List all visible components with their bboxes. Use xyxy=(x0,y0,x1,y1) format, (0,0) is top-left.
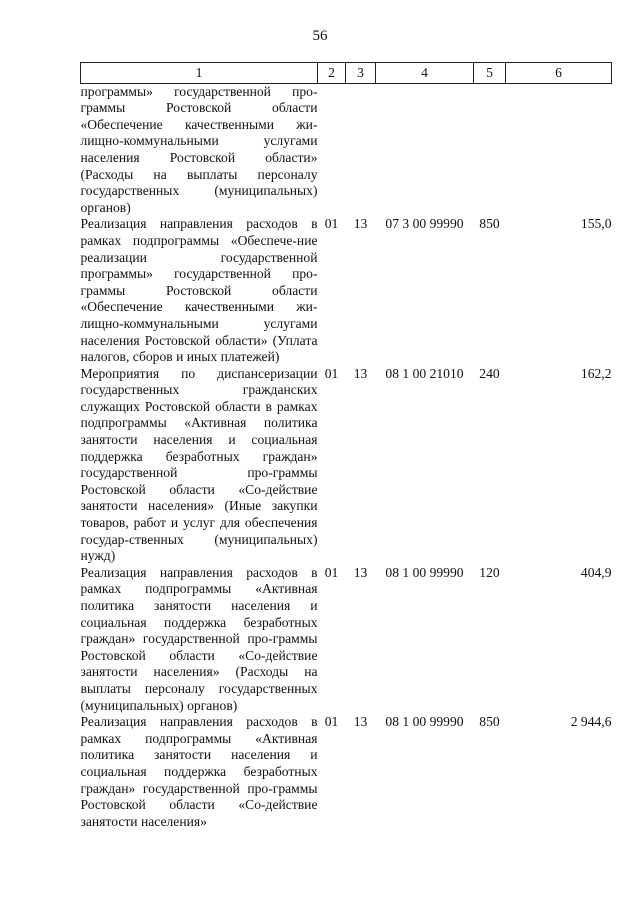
row-target-code: 08 1 00 21010 xyxy=(385,365,464,381)
row-description: Мероприятия по диспансеризации государственных гражданских служащих Ростовской области в рамках подпрограммы «Активная политика занятости населения и социальная поддержка безработных граждан» государственной про-граммы Ростовской области «Со-действие занятости населения» (Иные закупки товаров, работ и услуг для обеспечения государ-ственных (муниципальных) нужд) xyxy=(80,365,318,564)
table-row xyxy=(81,714,612,830)
row-description: программы» государственной про-граммы Ростовской области «Обеспечение качественными жи-лищно-коммунальными услугами населения Ростовской области» (Расходы на выплаты персоналу государственных (муниципальных) органов) xyxy=(80,83,318,215)
row-target-code: 08 1 00 99990 xyxy=(385,714,464,730)
row-subsection: 13 xyxy=(353,216,368,232)
row-amount: 155,0 xyxy=(580,216,612,232)
row-expense-type: 850 xyxy=(479,714,500,730)
column-header-6: 6 xyxy=(506,63,612,84)
row-amount: 404,9 xyxy=(580,564,612,580)
column-header-5: 5 xyxy=(474,63,506,84)
row-description: Реализация направления расходов в рамках подпрограммы «Активная политика занятости населения и социальная поддержка безработных граждан» государственной про-граммы Ростовской области «Со-действие занятости населения» xyxy=(80,714,318,829)
row-description: Реализация направления расходов в рамках подпрограммы «Обеспече-ние реализации государственной программы» государственной про-граммы Ростовской области «Обеспечение качественными жи-лищно-коммунальными услугами населения Ростовской области» (Уплата налогов, сборов и иных платежей) xyxy=(80,216,318,365)
row-subsection: 13 xyxy=(353,714,368,730)
row-description: Реализация направления расходов в рамках подпрограммы «Активная политика занятости населения и социальная поддержка безработных граждан» государственной про-граммы Ростовской области «Со-действие занятости населения» (Расходы на выплаты персоналу государственных (муниципальных) органов) xyxy=(80,564,318,713)
table-row xyxy=(81,366,612,565)
column-header-2: 2 xyxy=(318,63,346,84)
row-section xyxy=(318,83,346,216)
table-row xyxy=(81,565,612,714)
row-target-code: 07 3 00 99990 xyxy=(385,216,464,232)
row-subsection xyxy=(346,83,376,216)
row-expense-type xyxy=(474,83,506,216)
row-target-code: 08 1 00 99990 xyxy=(385,564,464,580)
column-header-1: 1 xyxy=(81,63,318,84)
table-header-row xyxy=(81,63,612,84)
table-row xyxy=(81,83,612,216)
row-amount xyxy=(506,83,612,216)
column-header-4: 4 xyxy=(376,63,474,84)
budget-table xyxy=(80,62,612,830)
row-subsection: 13 xyxy=(353,564,368,580)
row-subsection: 13 xyxy=(353,365,368,381)
table-row xyxy=(81,216,612,365)
row-section: 01 xyxy=(324,714,339,730)
row-expense-type: 120 xyxy=(479,564,500,580)
row-expense-type: 850 xyxy=(479,216,500,232)
row-section: 01 xyxy=(324,216,339,232)
page-number: 56 xyxy=(312,28,328,44)
column-header-3: 3 xyxy=(346,63,376,84)
row-amount: 162,2 xyxy=(580,365,612,381)
row-section: 01 xyxy=(324,365,339,381)
row-target-code xyxy=(376,83,474,216)
row-section: 01 xyxy=(324,564,339,580)
row-amount: 2 944,6 xyxy=(570,714,612,730)
row-expense-type: 240 xyxy=(479,365,500,381)
